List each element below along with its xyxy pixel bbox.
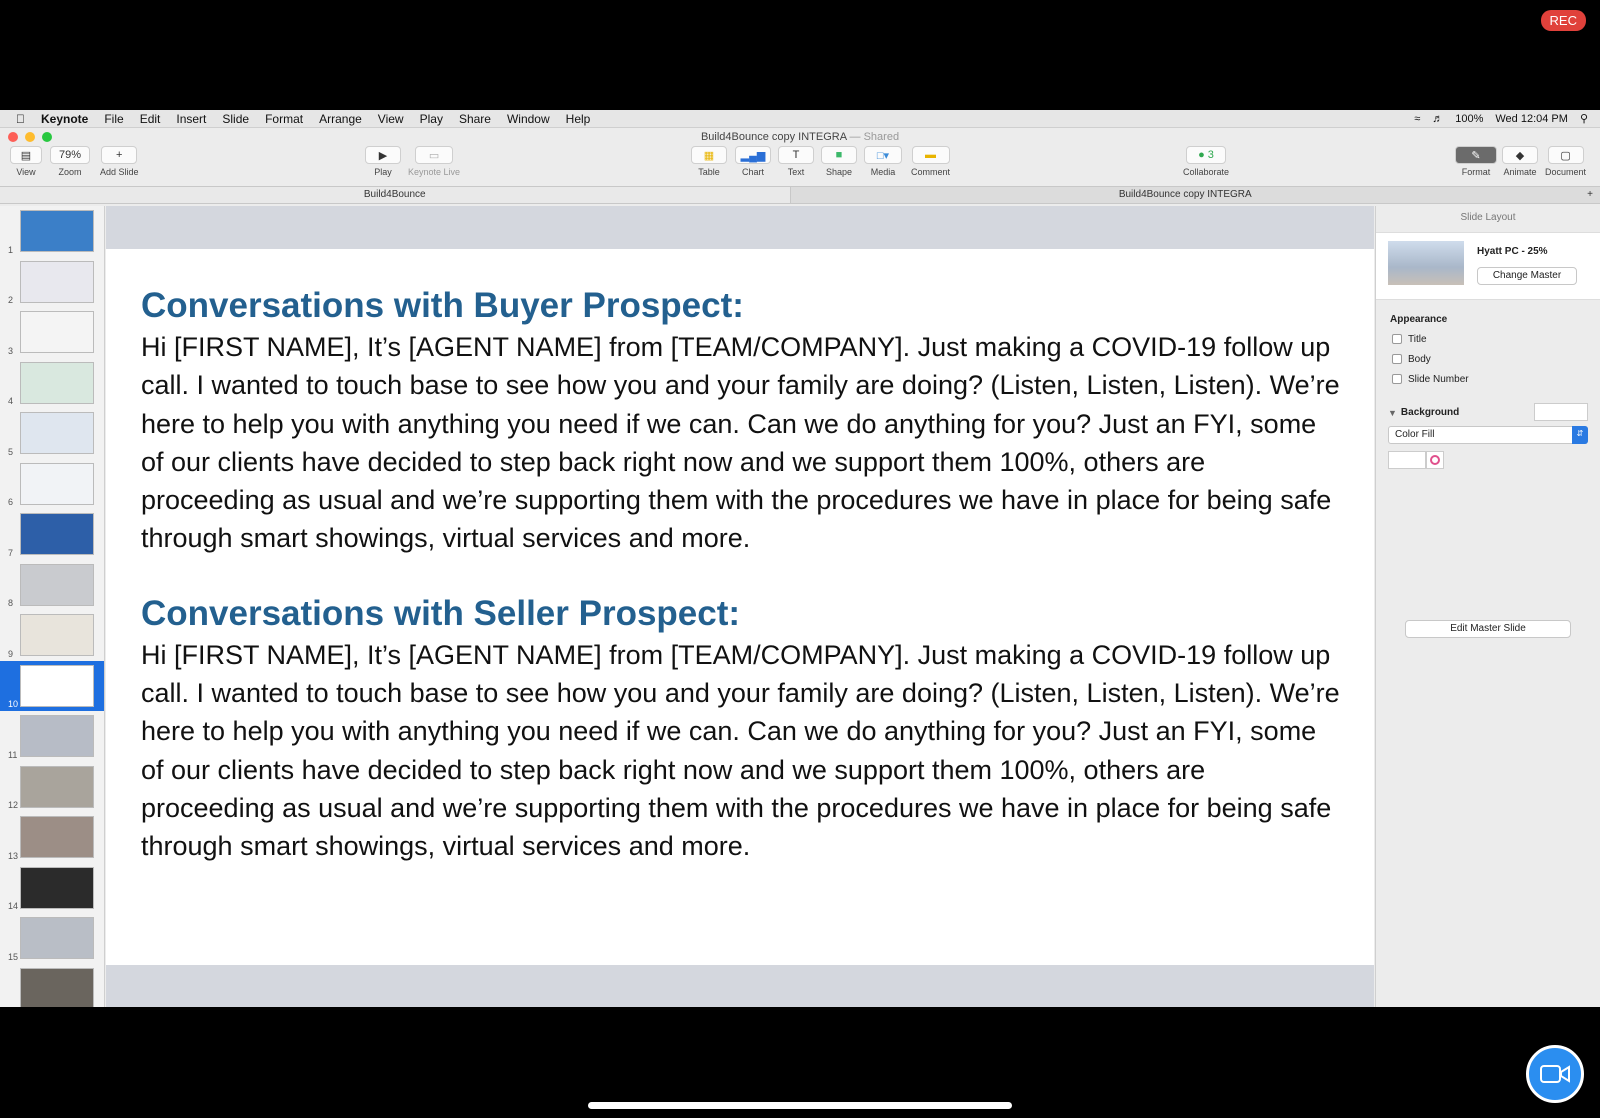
menubar-clock[interactable]: Wed 12:04 PM xyxy=(1495,112,1568,125)
fill-type-value: Color Fill xyxy=(1395,429,1435,440)
slide-thumbnail-row[interactable] xyxy=(0,307,104,358)
body-checkbox-label: Body xyxy=(1408,353,1431,365)
buyer-heading[interactable]: Conversations with Buyer Prospect: xyxy=(141,286,744,325)
seller-heading[interactable]: Conversations with Seller Prospect: xyxy=(141,593,741,633)
slide-number: 4 xyxy=(8,396,14,406)
checkbox-icon xyxy=(1392,354,1402,364)
edit-master-slide-button[interactable]: Edit Master Slide xyxy=(1405,620,1571,638)
slide-thumbnail[interactable] xyxy=(20,261,94,303)
shared-status: — Shared xyxy=(849,131,900,143)
menu-format[interactable]: Format xyxy=(256,111,295,126)
background-color-well[interactable] xyxy=(1534,403,1588,421)
zoom-label: Zoom xyxy=(58,167,82,177)
slide-thumbnail-row[interactable] xyxy=(0,358,104,409)
menu-file[interactable]: File xyxy=(95,111,115,126)
slide-navigator xyxy=(0,206,105,1007)
slide-thumbnail[interactable] xyxy=(20,513,94,555)
media-button[interactable] xyxy=(864,146,902,177)
slide-number: 12 xyxy=(8,800,19,810)
background-heading: Background xyxy=(1400,407,1460,418)
home-indicator xyxy=(588,1102,1012,1109)
slide-thumbnail[interactable] xyxy=(20,665,94,707)
animate-button[interactable] xyxy=(1502,146,1538,177)
keynote-app xyxy=(0,110,1600,1007)
slide-thumbnail[interactable] xyxy=(20,715,94,757)
fill-type-popup[interactable] xyxy=(1388,426,1588,444)
view-button[interactable] xyxy=(10,146,42,177)
chart-icon: ▂▄▆ xyxy=(735,146,771,164)
checkbox-icon xyxy=(1392,334,1402,344)
play-button[interactable] xyxy=(365,146,401,177)
fill-color-well[interactable] xyxy=(1388,451,1426,469)
slide-thumbnail-row[interactable] xyxy=(0,509,104,560)
slide-thumbnail[interactable] xyxy=(20,867,94,909)
menu-insert[interactable]: Insert xyxy=(167,111,198,126)
disclosure-triangle-icon[interactable]: ▼ xyxy=(1388,407,1397,418)
document-button[interactable] xyxy=(1545,146,1586,177)
play-label: Play xyxy=(374,167,392,177)
comment-button[interactable] xyxy=(911,146,950,177)
comment-icon: ▬ xyxy=(912,146,950,164)
volume-icon[interactable]: ♬ xyxy=(1432,112,1444,125)
toolbar xyxy=(0,146,1600,186)
slide-number: 2 xyxy=(8,295,14,305)
color-wheel-icon[interactable] xyxy=(1426,451,1444,469)
menu-play[interactable]: Play xyxy=(410,111,434,126)
slide-number: 11 xyxy=(8,749,18,760)
slide-number: 6 xyxy=(8,497,14,507)
keynote-live-label: Keynote Live xyxy=(408,167,461,177)
collaborate-button[interactable] xyxy=(1183,146,1229,177)
slide-thumbnail[interactable] xyxy=(20,463,94,505)
keynote-live-icon: ▭ xyxy=(415,146,453,164)
menu-share[interactable]: Share xyxy=(449,111,482,126)
table-icon: ▦ xyxy=(691,146,727,164)
change-master-button[interactable]: Change Master xyxy=(1477,267,1577,285)
title-bar xyxy=(0,128,1600,146)
master-thumbnail[interactable] xyxy=(1388,241,1464,285)
menu-view[interactable]: View xyxy=(368,111,395,126)
collaborators-icon: ● 3 xyxy=(1186,146,1226,164)
checkbox-icon xyxy=(1392,374,1402,384)
slide-thumbnail[interactable] xyxy=(20,614,94,656)
video-camera-icon[interactable] xyxy=(1526,1045,1584,1103)
slide-thumbnail[interactable] xyxy=(20,210,94,252)
slide-thumbnail[interactable] xyxy=(20,564,94,606)
format-label: Format xyxy=(1461,167,1491,177)
animate-label: Animate xyxy=(1503,167,1537,177)
shape-button[interactable] xyxy=(821,146,857,177)
menu-edit[interactable]: Edit xyxy=(130,111,152,126)
title-checkbox[interactable] xyxy=(1392,329,1600,349)
slide-thumbnail-row[interactable] xyxy=(0,560,104,611)
battery-percent[interactable]: 100% xyxy=(1455,112,1484,125)
keynote-live-button[interactable] xyxy=(408,146,460,177)
menu-arrange[interactable]: Arrange xyxy=(310,111,353,126)
add-slide-label: Add Slide xyxy=(100,167,139,177)
appearance-heading: Appearance xyxy=(1390,314,1448,325)
popup-arrows-icon: ⇵ xyxy=(1572,426,1588,444)
slide-thumbnail[interactable] xyxy=(20,816,94,858)
media-label: Media xyxy=(870,167,896,177)
menu-help[interactable]: Help xyxy=(556,111,582,126)
slide-number: 1 xyxy=(8,244,14,255)
view-label: View xyxy=(16,167,36,177)
close-window-icon[interactable] xyxy=(8,132,18,142)
menu-bar xyxy=(0,110,1600,128)
text-icon: T xyxy=(778,146,814,164)
seller-body[interactable]: Hi [FIRST NAME], It’s [AGENT NAME] from [TEAM/COMPANY]. Just making a COVID-19 follow up call. I wanted to touch base to see how you and your family are doing? (Listen, Listen, Listen). We’re here to help you with anything you need if we can. Can we do anything for you? Just an FYI, some of our clients have decided to step back right now and we support them 100%, others are proceeding as usual and we’re supporting them with the procedures we have in place for being safe through smart showings, virtual services and more. xyxy=(141,639,1340,862)
slide-number: 8 xyxy=(8,598,14,608)
slide-thumbnail-row[interactable] xyxy=(0,206,104,257)
paintbrush-icon: ✎ xyxy=(1455,146,1497,164)
document-title: Build4Bounce copy INTEGRA xyxy=(700,131,847,143)
play-icon: ▶ xyxy=(365,146,401,164)
menu-slide[interactable]: Slide xyxy=(213,111,241,126)
slide-thumbnail-row[interactable] xyxy=(0,661,104,712)
search-icon[interactable]: ⚲ xyxy=(1579,113,1588,125)
menu-app-name[interactable]: Keynote xyxy=(32,111,80,126)
master-section xyxy=(1376,232,1600,300)
slide-number-checkbox-label: Slide Number xyxy=(1408,373,1469,385)
collaborator-count: 3 xyxy=(1207,149,1214,161)
comment-label: Comment xyxy=(911,167,951,177)
zoom-window-icon[interactable] xyxy=(42,132,52,142)
slide-thumbnail-row[interactable] xyxy=(0,408,104,459)
add-slide-button[interactable] xyxy=(100,146,139,177)
title-checkbox-label: Title xyxy=(1408,333,1427,345)
plus-icon: + xyxy=(101,146,137,164)
text-button[interactable] xyxy=(778,146,814,177)
slide-thumbnail-row[interactable] xyxy=(0,863,104,914)
master-name: Hyatt PC - 25% xyxy=(1477,246,1548,257)
zoom-popup[interactable] xyxy=(50,146,90,177)
slide-thumbnail-row[interactable] xyxy=(0,459,104,510)
collaborate-label: Collaborate xyxy=(1183,167,1230,177)
shape-icon: ■ xyxy=(821,146,857,164)
animate-icon: ◆ xyxy=(1502,146,1538,164)
slide-thumbnail-row[interactable] xyxy=(0,964,104,1008)
inspector-panel xyxy=(1375,206,1600,1007)
apple-icon[interactable] xyxy=(16,112,25,126)
wifi-icon[interactable]: ≈ xyxy=(1414,112,1421,125)
new-tab-icon[interactable]: + xyxy=(1587,189,1593,200)
background-section xyxy=(1388,407,1600,418)
slide-number: 7 xyxy=(8,547,14,558)
slide-thumbnail[interactable] xyxy=(20,766,94,808)
format-button[interactable] xyxy=(1455,146,1497,177)
slide-thumbnail[interactable] xyxy=(20,362,94,404)
zoom-value: 79% xyxy=(50,146,90,164)
color-wheel-glyph xyxy=(1430,455,1440,465)
slide-thumbnail-row[interactable] xyxy=(0,711,104,762)
slide[interactable] xyxy=(106,249,1374,965)
slide-number: 13 xyxy=(8,850,19,861)
table-label: Table xyxy=(698,167,720,177)
slide-thumbnail[interactable] xyxy=(20,917,94,959)
sidebar-icon: ▤ xyxy=(10,146,42,164)
slide-thumbnail[interactable] xyxy=(20,968,94,1008)
fill-color-controls xyxy=(1388,451,1600,469)
slide-number: 9 xyxy=(8,648,14,659)
document-label: Document xyxy=(1545,167,1587,177)
document-icon: ▢ xyxy=(1548,146,1584,164)
slide-number: 5 xyxy=(8,446,14,457)
camera-glyph xyxy=(1540,1064,1570,1084)
buyer-body[interactable]: Hi [FIRST NAME], It’s [AGENT NAME] from [TEAM/COMPANY]. Just making a COVID-19 follow up call. I wanted to touch base to see how you and your family are doing? (Listen, Listen, Listen). We’re here to help you with anything you need if we can. Can we do anything for you? Just an FYI, some of our clients have decided to step back right now and we support them 100%, others are proceeding as usual and we’re supporting them with the procedures we have in place for being safe through smart showings, virtual services and more. xyxy=(141,332,1340,554)
slide-number-checkbox[interactable] xyxy=(1392,369,1600,389)
table-button[interactable] xyxy=(691,146,727,177)
document-tabs xyxy=(0,186,1600,204)
inspector-title: Slide Layout xyxy=(1460,212,1516,223)
slide-number: 14 xyxy=(8,901,19,911)
tab-build4bounce[interactable]: Build4Bounce xyxy=(0,187,791,203)
menu-window[interactable]: Window xyxy=(497,111,541,126)
slide-thumbnail-row[interactable] xyxy=(0,812,104,863)
chart-button[interactable] xyxy=(735,146,771,177)
shape-label: Shape xyxy=(825,167,853,177)
slide-thumbnail[interactable] xyxy=(20,311,94,353)
chart-label: Chart xyxy=(741,167,764,177)
slide-number: 3 xyxy=(8,345,14,356)
minimize-window-icon[interactable] xyxy=(25,132,35,142)
media-icon: □▾ xyxy=(864,146,902,164)
slide-thumbnail-row[interactable] xyxy=(0,913,104,964)
text-label: Text xyxy=(787,167,805,177)
slide-number: 10 xyxy=(8,699,19,709)
slide-number: 15 xyxy=(8,951,19,962)
slide-thumbnail-row[interactable] xyxy=(0,762,104,813)
recording-badge: REC xyxy=(1541,10,1586,31)
tab-build4bounce-copy-integra[interactable]: Build4Bounce copy INTEGRA xyxy=(1118,189,1252,200)
body-checkbox[interactable] xyxy=(1392,349,1600,369)
slide-thumbnail-row[interactable] xyxy=(0,610,104,661)
slide-thumbnail[interactable] xyxy=(20,412,94,454)
slide-canvas xyxy=(106,206,1374,1007)
slide-thumbnail-row[interactable] xyxy=(0,257,104,308)
